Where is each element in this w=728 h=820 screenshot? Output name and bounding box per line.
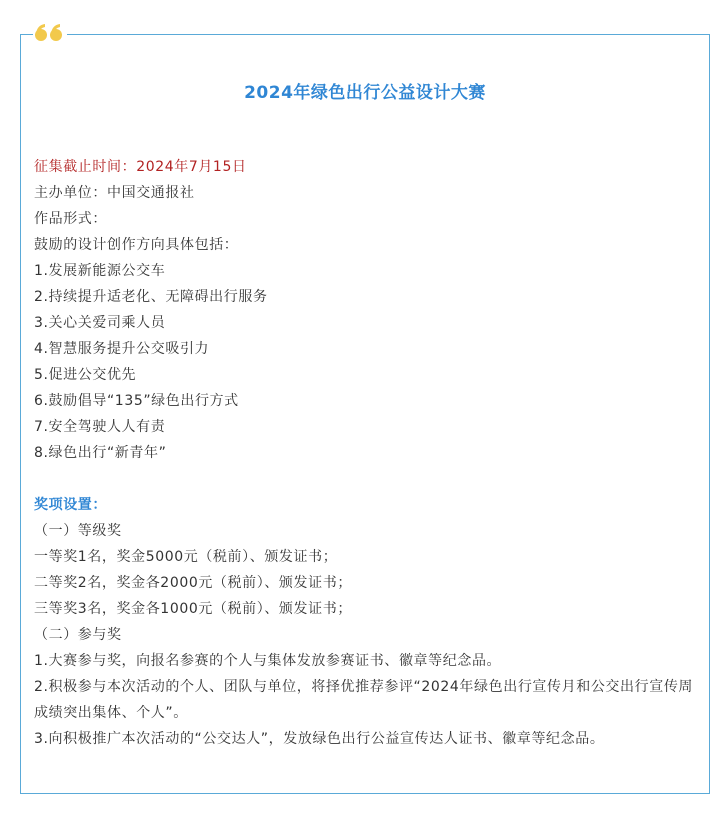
quote-mark-icon <box>33 22 67 44</box>
direction-item: 5.促进公交优先 <box>34 367 137 383</box>
direction-item: 3.关心关爱司乘人员 <box>34 315 166 331</box>
direction-item: 7.安全驾驶人人有责 <box>34 419 166 435</box>
participation-item: 2.积极参与本次活动的个人、团队与单位，将择优推荐参评“2024年绿色出行宣传月和公交出行宣传周成绩突出集体、个人”。 <box>34 679 694 721</box>
participation-heading: （二）参与奖 <box>34 627 122 643</box>
grade-award-item: 一等奖1名，奖金5000元（税前）、颁发证书； <box>34 549 338 565</box>
form-label: 作品形式： <box>34 211 107 227</box>
direction-item: 8.绿色出行“新青年” <box>34 445 167 461</box>
direction-item: 4.智慧服务提升公交吸引力 <box>34 341 210 357</box>
direction-intro: 鼓励的设计创作方向具体包括： <box>34 237 239 253</box>
grade-award-item: 二等奖2名，奖金各2000元（税前）、颁发证书； <box>34 575 352 591</box>
participation-item: 1.大赛参与奖，向报名参赛的个人与集体发放参赛证书、徽章等纪念品。 <box>34 653 502 669</box>
participation-item: 3.向积极推广本次活动的“公交达人”，发放绿色出行公益宣传达人证书、徽章等纪念品。 <box>34 731 605 747</box>
grade-award-item: 三等奖3名，奖金各1000元（税前）、颁发证书； <box>34 601 352 617</box>
awards-heading: 奖项设置： <box>34 497 107 513</box>
organizer-line: 主办单位：中国交通报社 <box>34 185 195 201</box>
direction-item: 6.鼓励倡导“135”绿色出行方式 <box>34 393 239 409</box>
deadline-line: 征集截止时间：2024年7月15日 <box>34 159 247 175</box>
direction-item: 1.发展新能源公交车 <box>34 263 166 279</box>
page-title: 2024年绿色出行公益设计大赛 <box>244 83 486 103</box>
section-gap <box>34 466 699 492</box>
grade-heading: （一）等级奖 <box>34 523 122 539</box>
direction-item: 2.持续提升适老化、无障碍出行服务 <box>34 289 268 305</box>
article-body <box>34 154 699 752</box>
